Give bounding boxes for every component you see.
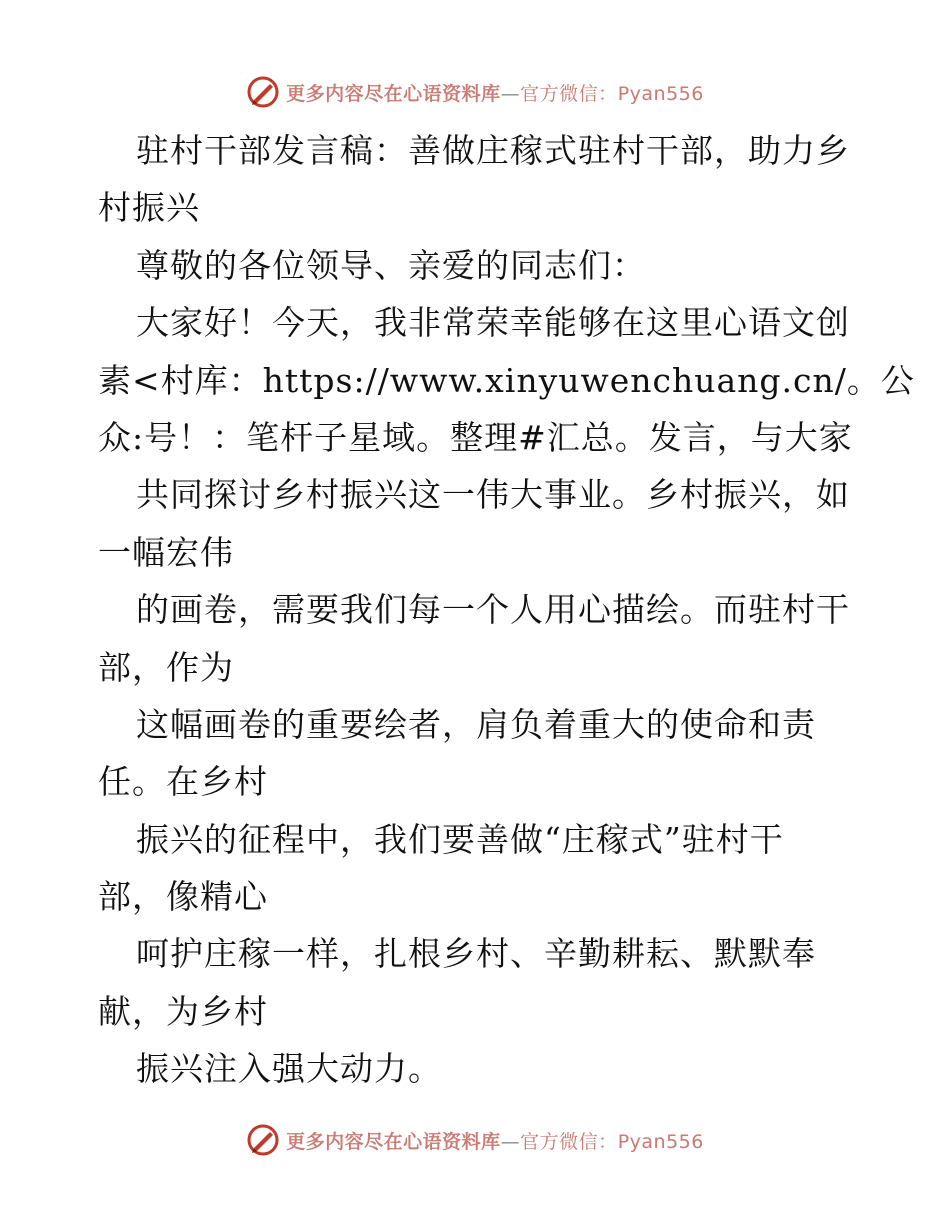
header-wechat-id: Pyan556: [617, 82, 704, 105]
body-text-line: 共同探讨乡村振兴这一伟大事业。乡村振兴，如: [136, 475, 850, 515]
body-text-line: 素<村库：https://www.xinyuwenchuang.cn/。公: [98, 360, 915, 400]
pen-circle-logo-icon: [246, 75, 280, 109]
header-separator: —: [500, 82, 521, 105]
header-wechat-label: 官方微信：: [520, 82, 618, 105]
footer-separator: —: [500, 1130, 521, 1153]
body-text-line: 众:号！：笔杆子星域。整理#汇总。发言，与大家: [98, 417, 853, 457]
body-text-line: 部，作为: [98, 647, 234, 687]
body-text-line: 振兴注入强大动力。: [136, 1049, 442, 1089]
body-text-line: 的画卷，需要我们每一个人用心描绘。而驻村干: [136, 590, 850, 630]
body-text-line: 呵护庄稼一样，扎根乡村、辛勤耕耘、默默奉: [136, 934, 816, 974]
body-text-line: 大家好！今天，我非常荣幸能够在这里心语文创: [136, 303, 850, 343]
body-text-line: 一幅宏伟: [98, 532, 234, 572]
pen-circle-logo-icon: [246, 1123, 280, 1157]
body-text-line: 这幅画卷的重要绘者，肩负着重大的使命和责: [136, 704, 816, 744]
body-text-line: 任。在乡村: [98, 762, 268, 802]
footer-brand: 更多内容尽在心语资料库: [286, 1130, 501, 1153]
body-text-line: 驻村干部发言稿：善做庄稼式驻村干部，助力乡: [136, 131, 850, 170]
footer-wechat-id: Pyan556: [617, 1130, 704, 1153]
body-text-line: 献，为乡村: [98, 991, 268, 1031]
body-text-line: 振兴的征程中，我们要善做“庄稼式”驻村干: [136, 819, 784, 859]
footer-wechat-label: 官方微信：: [520, 1130, 618, 1153]
body-text-line: 尊敬的各位领导、亲爱的同志们：: [136, 245, 646, 285]
header-banner-text: [286, 79, 704, 106]
footer-banner: [0, 1120, 950, 1160]
header-brand: 更多内容尽在心语资料库: [286, 82, 501, 105]
body-text-line: 部，像精心: [98, 877, 268, 917]
document-body: [0, 122, 950, 1098]
header-banner: [0, 72, 950, 112]
body-text-line: 村振兴: [98, 188, 200, 228]
footer-banner-text: [286, 1127, 704, 1154]
